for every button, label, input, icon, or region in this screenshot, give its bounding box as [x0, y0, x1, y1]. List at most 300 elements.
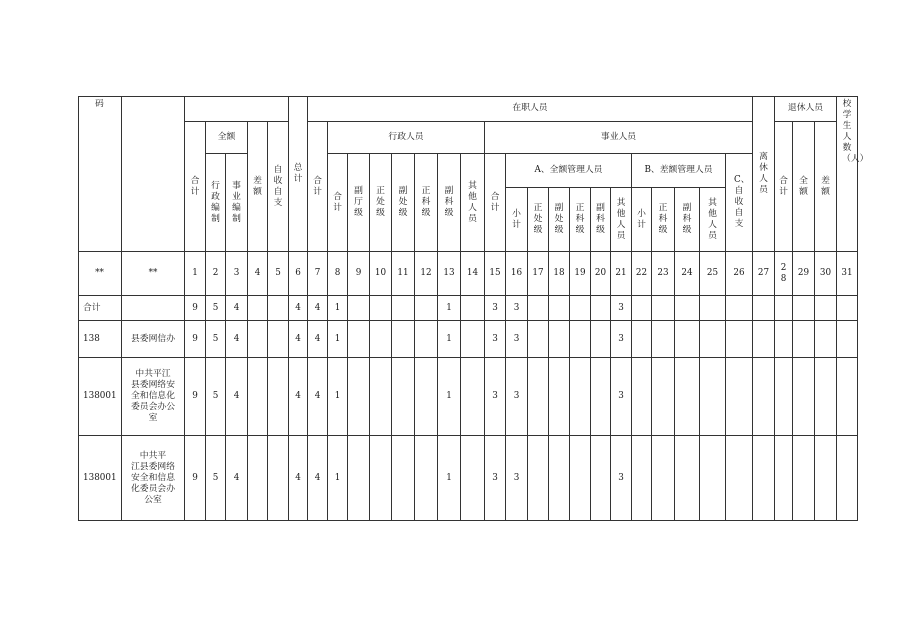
row-2-col-11 — [392, 358, 415, 436]
row-0-col-21 — [611, 296, 632, 321]
deputy-sect-header-text: 副科级 — [444, 186, 454, 218]
retirees-total-header-text: 合计 — [779, 175, 788, 197]
row-1-code — [78, 321, 122, 358]
row-1-col-21-text: 3 — [618, 333, 624, 344]
index-col-6 — [289, 252, 308, 296]
index-col-15-text: 15 — [489, 268, 501, 278]
row-0-col-13-text: 1 — [446, 302, 452, 313]
row-1-col-9 — [348, 321, 370, 358]
div-chief-header-text: 正处级 — [376, 186, 385, 218]
index-col-30-text: 30 — [819, 268, 832, 278]
row-3-col-11 — [392, 436, 415, 521]
row-3-col-17 — [528, 436, 549, 521]
admin-staffing-header-text: 行政编制 — [211, 180, 220, 224]
admin-total-header-text: 合计 — [333, 191, 342, 213]
row-0-col-3 — [226, 296, 248, 321]
row-3-col-22 — [632, 436, 652, 521]
index-col-17-text: 17 — [532, 268, 544, 278]
students-header — [837, 96, 869, 252]
row-0-code — [78, 296, 122, 321]
row-1-col-1 — [185, 321, 206, 358]
row-0-col-29 — [793, 296, 815, 321]
row-1-col-3-text: 4 — [233, 333, 240, 344]
row-1-col-27 — [753, 321, 775, 358]
row-0-col-19 — [570, 296, 591, 321]
row-0-col-6-text: 4 — [295, 302, 301, 313]
c-self-funded-header — [726, 154, 753, 252]
row-2-col-16-text: 3 — [513, 391, 520, 401]
index-code-cell — [78, 252, 122, 296]
row-2-col-19 — [570, 358, 591, 436]
index-col-14-text: 14 — [466, 268, 479, 278]
row-3-col-4 — [248, 436, 268, 521]
index-col-22 — [632, 252, 652, 296]
full-amount-header-text: 全额 — [217, 132, 236, 142]
index-col-31 — [837, 252, 858, 296]
retirees-total-header — [775, 122, 793, 252]
incumbents-header — [308, 96, 753, 122]
row-2-col-27 — [753, 358, 775, 436]
row-1-col-19 — [570, 321, 591, 358]
row-1-col-11 — [392, 321, 415, 358]
row-3-name — [122, 436, 185, 521]
row-1-col-28 — [775, 321, 793, 358]
index-name-cell — [122, 252, 185, 296]
row-2-col-30 — [815, 358, 837, 436]
row-3-col-10 — [370, 436, 392, 521]
row-0-col-17 — [528, 296, 549, 321]
row-2-col-25 — [700, 358, 726, 436]
index-col-29-text: 29 — [797, 268, 810, 278]
row-3-col-26 — [726, 436, 753, 521]
index-col-7-text: 7 — [314, 268, 321, 278]
a-deputy-div-header-text: 副处级 — [554, 203, 564, 235]
row-1-col-7 — [308, 321, 328, 358]
row-0-col-8 — [328, 296, 348, 321]
index-col-30 — [815, 252, 837, 296]
row-3-col-27 — [753, 436, 775, 521]
incumbents-total-header-text: 合计 — [313, 175, 322, 197]
row-0-col-15-text: 3 — [492, 302, 498, 313]
row-0-col-25 — [700, 296, 726, 321]
index-col-28 — [775, 252, 793, 296]
index-col-15 — [485, 252, 506, 296]
row-3-col-7-text: 4 — [314, 472, 321, 483]
row-0-col-28 — [775, 296, 793, 321]
row-0-col-3-text: 4 — [233, 302, 240, 313]
row-1-name-text: 县委网信办 — [131, 333, 175, 344]
row-0-col-23 — [652, 296, 675, 321]
row-2-col-15-text: 3 — [492, 391, 498, 401]
row-0-col-6 — [289, 296, 308, 321]
row-1-col-29 — [793, 321, 815, 358]
row-2-col-26 — [726, 358, 753, 436]
retirees-full-header — [793, 122, 815, 252]
inst-staffing-header — [226, 154, 248, 252]
row-1-col-4 — [248, 321, 268, 358]
row-0-col-2-text: 5 — [212, 302, 219, 313]
index-col-11-text: 11 — [397, 268, 409, 278]
row-2-col-8 — [328, 358, 348, 436]
index-name-cell-text: ** — [148, 268, 158, 278]
row-1-col-8 — [328, 321, 348, 358]
row-0-col-7-text: 4 — [314, 302, 321, 313]
row-1-col-2 — [206, 321, 226, 358]
row-3-col-30 — [815, 436, 837, 521]
row-0-col-1-text: 9 — [192, 302, 198, 313]
retired-cadre-header — [753, 96, 775, 252]
diff-amount-header — [248, 122, 268, 252]
row-1-col-14 — [461, 321, 485, 358]
index-col-5 — [268, 252, 289, 296]
row-3-col-29 — [793, 436, 815, 521]
row-3-col-19 — [570, 436, 591, 521]
row-0-col-11 — [392, 296, 415, 321]
index-col-22-text: 22 — [635, 268, 648, 278]
b-other-header-text: 其他人员 — [708, 197, 717, 241]
row-2-col-2-text: 5 — [212, 391, 219, 401]
row-3-col-23 — [652, 436, 675, 521]
row-2-col-9 — [348, 358, 370, 436]
a-subtotal-header — [506, 188, 528, 252]
index-col-16-text: 16 — [510, 268, 523, 278]
row-0-col-5 — [268, 296, 289, 321]
index-col-25-text: 25 — [706, 268, 719, 278]
grand-total-header — [289, 96, 308, 252]
row-1-col-23 — [652, 321, 675, 358]
b-sect-chief-header — [652, 188, 675, 252]
row-2-col-4 — [248, 358, 268, 436]
staffing-total-header-text: 合计 — [190, 175, 200, 197]
row-2-col-22 — [632, 358, 652, 436]
retirees-full-header-text: 全额 — [799, 175, 808, 197]
admin-total-header — [328, 154, 348, 252]
a-deputy-sect-header — [591, 188, 611, 252]
row-3-name-text: 中共平 江县委网络 安全和信息 化委员会办 公室 — [131, 450, 175, 505]
row-2-col-8-text: 1 — [334, 391, 341, 401]
full-amount-header — [206, 122, 248, 154]
row-1-col-25 — [700, 321, 726, 358]
row-2-col-14 — [461, 358, 485, 436]
row-3-col-31 — [837, 436, 858, 521]
row-3-col-28 — [775, 436, 793, 521]
row-1-col-3 — [226, 321, 248, 358]
row-2-col-29 — [793, 358, 815, 436]
row-3-col-3-text: 4 — [233, 472, 240, 483]
row-0-col-8-text: 1 — [334, 302, 341, 313]
row-2-col-15 — [485, 358, 506, 436]
row-2-code-text: 138001 — [83, 391, 117, 401]
row-0-col-31 — [837, 296, 858, 321]
index-col-24-text: 24 — [681, 268, 693, 278]
index-col-1-text: 1 — [192, 268, 198, 278]
index-col-20-text: 20 — [594, 268, 607, 278]
a-subtotal-header-text: 小计 — [512, 208, 521, 230]
code-header — [78, 96, 122, 252]
row-1-col-1-text: 9 — [192, 333, 198, 344]
row-2-col-2 — [206, 358, 226, 436]
row-1-col-16-text: 3 — [513, 333, 520, 344]
row-2-col-13 — [438, 358, 461, 436]
row-0-col-27 — [753, 296, 775, 321]
row-1-col-18 — [549, 321, 570, 358]
row-2-col-7 — [308, 358, 328, 436]
name-header — [122, 96, 185, 252]
index-col-4 — [248, 252, 268, 296]
row-3-col-15 — [485, 436, 506, 521]
retirees-diff-header-text: 差额 — [821, 175, 830, 197]
row-3-col-8 — [328, 436, 348, 521]
row-2-col-23 — [652, 358, 675, 436]
index-col-4-text: 4 — [254, 268, 261, 278]
row-2-col-3-text: 4 — [233, 391, 240, 401]
row-2-col-6-text: 4 — [295, 391, 301, 401]
staffing-header-blank — [185, 96, 289, 122]
row-3-col-12 — [415, 436, 438, 521]
row-0-col-12 — [415, 296, 438, 321]
row-2-col-20 — [591, 358, 611, 436]
admin-staffing-header — [206, 154, 226, 252]
index-col-31-text: 31 — [841, 268, 853, 278]
index-col-7 — [308, 252, 328, 296]
row-0-col-7 — [308, 296, 328, 321]
index-col-27 — [753, 252, 775, 296]
index-col-24 — [675, 252, 700, 296]
row-3-col-16-text: 3 — [513, 472, 520, 483]
index-col-12 — [415, 252, 438, 296]
b-diff-mgmt-header-text: B、差额管理人员 — [644, 165, 713, 175]
row-3-col-9 — [348, 436, 370, 521]
div-chief-header — [370, 154, 392, 252]
admin-personnel-header — [328, 122, 485, 154]
a-other-header-text: 其他人员 — [616, 197, 626, 241]
row-0-col-14 — [461, 296, 485, 321]
row-3-col-14 — [461, 436, 485, 521]
row-2-col-12 — [415, 358, 438, 436]
row-0-col-4 — [248, 296, 268, 321]
b-other-header — [700, 188, 726, 252]
inst-personnel-header — [485, 122, 753, 154]
index-code-cell-text: ** — [95, 268, 104, 278]
index-col-21-text: 21 — [615, 268, 627, 278]
row-2-col-6 — [289, 358, 308, 436]
row-2-col-28 — [775, 358, 793, 436]
a-sect-chief-header — [570, 188, 591, 252]
row-2-col-1 — [185, 358, 206, 436]
row-1-col-15 — [485, 321, 506, 358]
row-1-col-2-text: 5 — [212, 333, 219, 344]
row-1-col-30 — [815, 321, 837, 358]
row-0-col-26 — [726, 296, 753, 321]
index-col-21 — [611, 252, 632, 296]
row-1-col-8-text: 1 — [334, 333, 341, 344]
row-0-name — [122, 296, 185, 321]
row-2-col-31 — [837, 358, 858, 436]
index-col-17 — [528, 252, 549, 296]
row-3-col-3 — [226, 436, 248, 521]
index-col-6-text: 6 — [295, 268, 301, 278]
row-3-col-5 — [268, 436, 289, 521]
row-3-col-13 — [438, 436, 461, 521]
staffing-statistics-table — [78, 96, 869, 521]
row-2-col-18 — [549, 358, 570, 436]
row-1-col-20 — [591, 321, 611, 358]
index-col-16 — [506, 252, 528, 296]
row-2-col-13-text: 1 — [446, 391, 452, 401]
row-1-col-26 — [726, 321, 753, 358]
row-2-col-1-text: 9 — [192, 391, 198, 401]
row-2-name-text: 中共平江 县委网络安 全和信息化 委员会办公 室 — [131, 369, 175, 423]
index-col-23 — [652, 252, 675, 296]
row-0-col-30 — [815, 296, 837, 321]
index-col-19-text: 19 — [574, 268, 586, 278]
admin-other-header — [461, 154, 485, 252]
self-funded-header — [268, 122, 289, 252]
row-1-col-10 — [370, 321, 392, 358]
row-0-col-18 — [549, 296, 570, 321]
a-div-chief-header-text: 正处级 — [533, 203, 543, 235]
a-full-mgmt-header — [506, 154, 632, 188]
row-0-col-24 — [675, 296, 700, 321]
incumbents-total-header — [308, 122, 328, 252]
row-3-col-1 — [185, 436, 206, 521]
index-col-29 — [793, 252, 815, 296]
row-1-col-13 — [438, 321, 461, 358]
a-full-mgmt-header-text: A、全额管理人员 — [534, 165, 603, 175]
diff-amount-header-text: 差额 — [253, 175, 262, 197]
row-3-col-24 — [675, 436, 700, 521]
row-3-col-16 — [506, 436, 528, 521]
index-col-13 — [438, 252, 461, 296]
index-col-3-text: 3 — [233, 268, 240, 278]
row-0-code-text: 合计 — [83, 302, 101, 313]
index-col-8 — [328, 252, 348, 296]
index-col-2-text: 2 — [212, 268, 219, 278]
row-3-col-7 — [308, 436, 328, 521]
row-1-col-13-text: 1 — [446, 333, 452, 344]
row-0-col-9 — [348, 296, 370, 321]
index-col-10 — [370, 252, 392, 296]
inst-staffing-header-text: 事业编制 — [232, 180, 241, 224]
row-2-col-10 — [370, 358, 392, 436]
deputy-dept-header-text: 副厅级 — [354, 186, 363, 218]
row-3-col-18 — [549, 436, 570, 521]
grand-total-header-text: 总计 — [293, 162, 303, 184]
retirees-header — [775, 96, 837, 122]
row-2-name — [122, 358, 185, 436]
row-3-col-13-text: 1 — [446, 472, 452, 483]
row-1-col-12 — [415, 321, 438, 358]
row-3-col-1-text: 9 — [192, 472, 198, 483]
deputy-div-header-text: 副处级 — [398, 186, 408, 218]
row-0-col-1 — [185, 296, 206, 321]
row-0-col-16 — [506, 296, 528, 321]
row-3-col-25 — [700, 436, 726, 521]
row-3-col-20 — [591, 436, 611, 521]
row-2-col-16 — [506, 358, 528, 436]
index-col-18-text: 18 — [553, 268, 565, 278]
row-2-col-17 — [528, 358, 549, 436]
deputy-div-header — [392, 154, 415, 252]
inst-personnel-header-text: 事业人员 — [600, 132, 637, 142]
row-0-col-16-text: 3 — [513, 302, 520, 313]
row-1-col-24 — [675, 321, 700, 358]
row-0-col-21-text: 3 — [618, 302, 624, 313]
row-3-col-6-text: 4 — [295, 472, 301, 483]
row-2-col-21 — [611, 358, 632, 436]
row-0-col-22 — [632, 296, 652, 321]
c-self-funded-header-text: C、自收自支 — [734, 175, 750, 229]
index-col-3 — [226, 252, 248, 296]
index-col-11 — [392, 252, 415, 296]
retirees-diff-header — [815, 122, 837, 252]
inst-total-header-text: 合计 — [490, 191, 500, 213]
row-1-col-22 — [632, 321, 652, 358]
row-0-col-13 — [438, 296, 461, 321]
row-1-col-6-text: 4 — [295, 333, 301, 344]
row-1-code-text: 138 — [83, 333, 100, 344]
row-1-name — [122, 321, 185, 358]
index-col-19 — [570, 252, 591, 296]
admin-personnel-header-text: 行政人员 — [388, 132, 424, 142]
row-0-col-20 — [591, 296, 611, 321]
row-1-col-15-text: 3 — [492, 333, 498, 344]
row-2-col-5 — [268, 358, 289, 436]
b-deputy-sect-header — [675, 188, 700, 252]
index-col-9-text: 9 — [355, 268, 362, 278]
a-deputy-div-header — [549, 188, 570, 252]
deputy-dept-header — [348, 154, 370, 252]
index-col-12-text: 12 — [420, 268, 432, 278]
index-col-18 — [549, 252, 570, 296]
row-1-col-16 — [506, 321, 528, 358]
index-col-27-text: 27 — [757, 268, 770, 278]
index-col-14 — [461, 252, 485, 296]
row-0-col-15 — [485, 296, 506, 321]
index-col-20 — [591, 252, 611, 296]
row-2-col-24 — [675, 358, 700, 436]
a-sect-chief-header-text: 正科级 — [575, 203, 585, 235]
index-col-28-text: 28 — [780, 262, 787, 284]
index-col-26 — [726, 252, 753, 296]
row-1-col-31 — [837, 321, 858, 358]
row-3-col-21-text: 3 — [618, 472, 624, 483]
row-2-col-3 — [226, 358, 248, 436]
row-2-col-7-text: 4 — [314, 391, 321, 401]
row-0-col-2 — [206, 296, 226, 321]
row-3-code — [78, 436, 122, 521]
b-subtotal-header-text: 小计 — [637, 208, 646, 230]
row-2-col-21-text: 3 — [618, 391, 624, 401]
row-1-col-6 — [289, 321, 308, 358]
index-col-5-text: 5 — [275, 268, 281, 278]
index-col-26-text: 26 — [733, 268, 745, 278]
index-col-13-text: 13 — [443, 268, 455, 278]
a-deputy-sect-header-text: 副科级 — [596, 203, 605, 235]
incumbents-header-text: 在职人员 — [512, 103, 548, 113]
index-col-1 — [185, 252, 206, 296]
sect-chief-header — [415, 154, 438, 252]
index-col-8-text: 8 — [334, 268, 341, 278]
retirees-header-text: 退休人员 — [787, 103, 824, 113]
a-div-chief-header — [528, 188, 549, 252]
b-subtotal-header — [632, 188, 652, 252]
row-0-col-10 — [370, 296, 392, 321]
row-1-col-21 — [611, 321, 632, 358]
a-other-header — [611, 188, 632, 252]
b-deputy-sect-header-text: 副科级 — [682, 203, 692, 235]
row-2-code — [78, 358, 122, 436]
